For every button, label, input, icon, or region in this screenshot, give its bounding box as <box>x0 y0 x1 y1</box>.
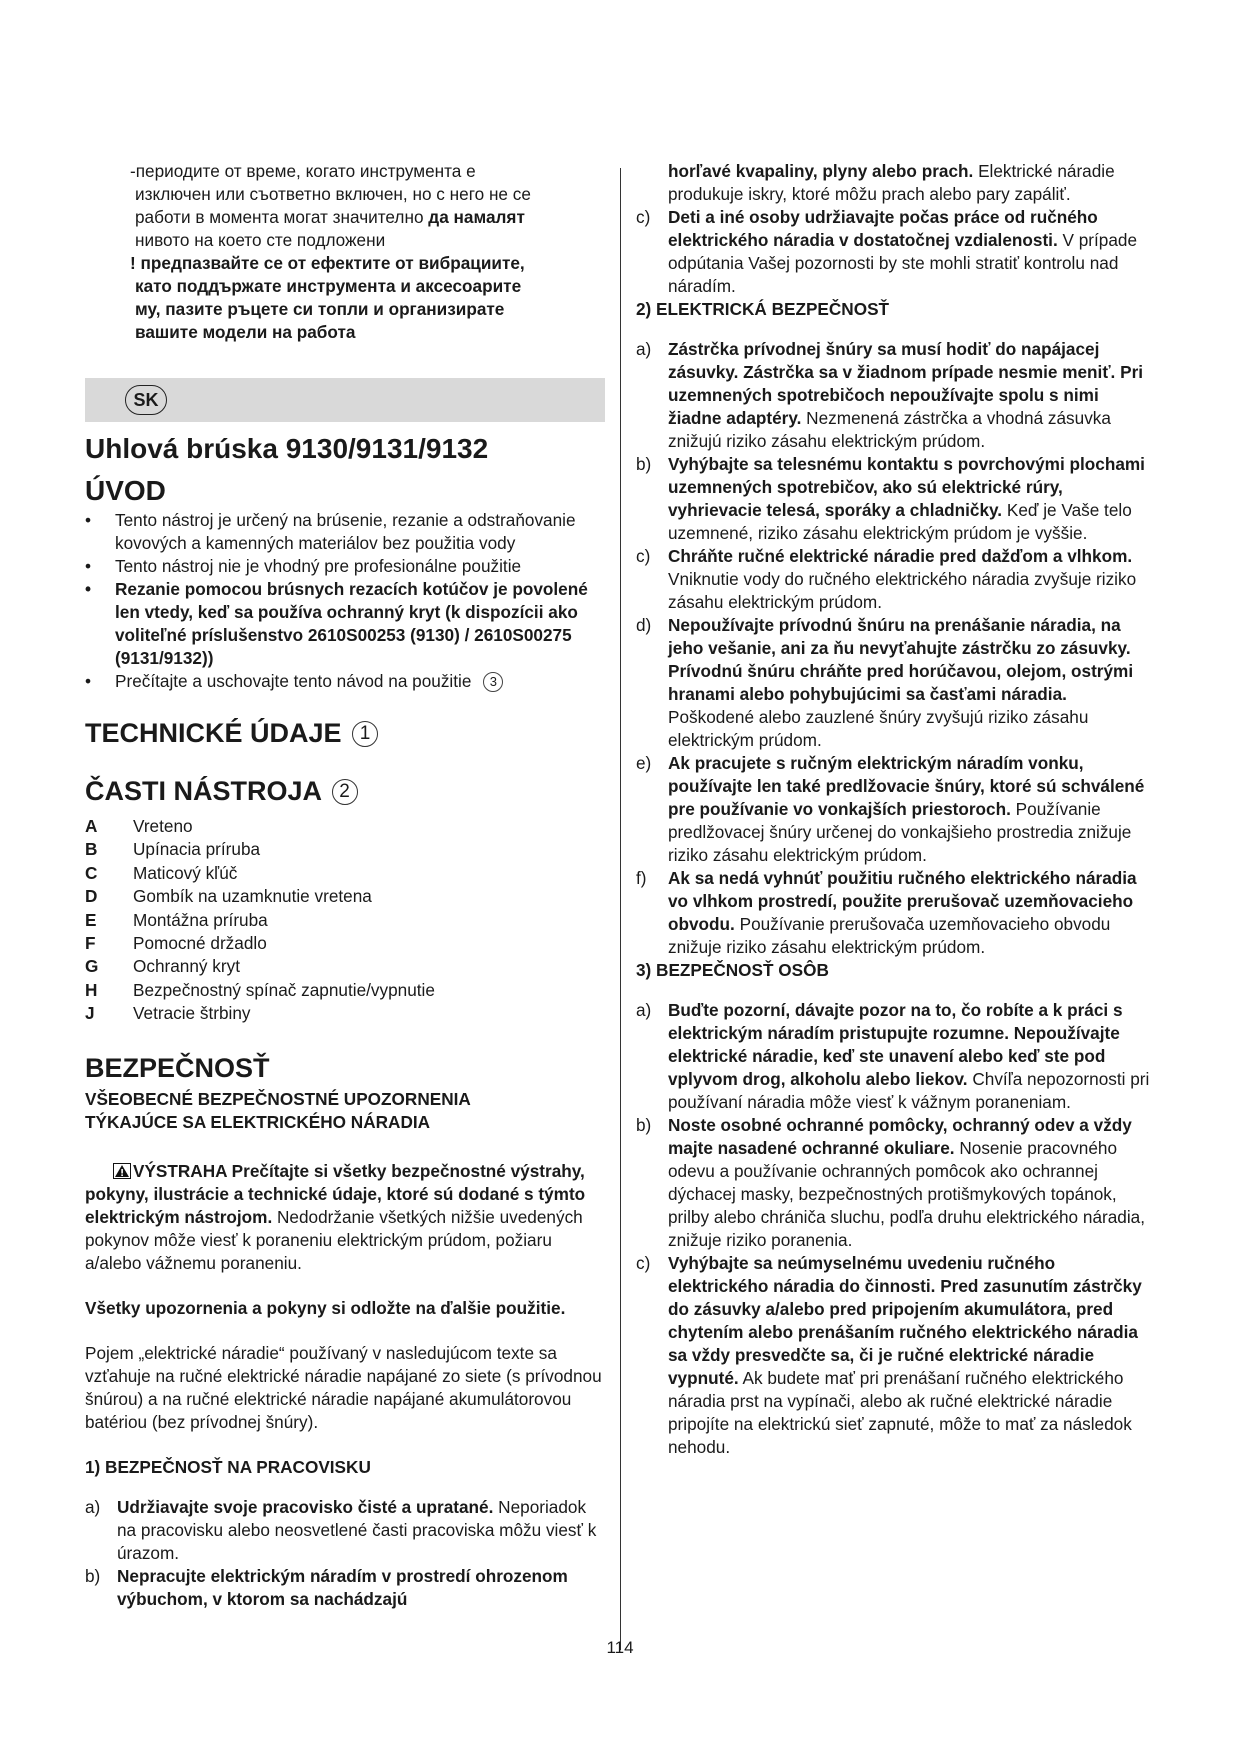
bullet-icon: • <box>85 556 92 576</box>
part-item <box>85 979 605 1002</box>
parts-list <box>85 815 605 1026</box>
item-marker: a) <box>85 1496 101 1517</box>
list-item: f) Ak sa nedá vyhnúť použitiu ručného elektrického náradia vo vlhkom prostredí, použite prerušovač uzemňovacieho obvodu. Používanie prerušovača uzemňovacieho obvodu znižuje riziko zásahu elektrickým prúdom. <box>636 868 1137 958</box>
item-marker: c) <box>636 546 651 567</box>
column-divider <box>620 168 621 1650</box>
figure-ref: 1 <box>352 721 378 747</box>
part-label: Bezpečnostný spínač zapnutie/vypnutie <box>133 979 435 1000</box>
part-key: C <box>85 862 98 883</box>
safety-subheading: VŠEOBECNÉ BEZPEČNOSTNÉ UPOZORNENIA TÝKAJÚCE SA ELEKTRICKÉHO NÁRADIA <box>85 1088 471 1132</box>
item-marker: a) <box>636 1000 652 1021</box>
part-label: Maticový kľúč <box>133 862 238 883</box>
intro-heading: ÚVOD <box>85 475 166 506</box>
bullet-icon: • <box>85 579 92 599</box>
item-marker: c) <box>636 207 651 227</box>
part-item <box>85 885 605 908</box>
section-1-heading: 1) BEZPEČNOSŤ NA PRACOVISKU <box>85 1456 371 1477</box>
part-item <box>85 838 605 861</box>
list-item: e) Ak pracujete s ručným elektrickým náradím vonku, používajte len také predlžovacie šnúry, ktoré sú schválené pre používanie vo vonkajších priestoroch. Používanie predlžovacej šnúry určenej do vonkajšieho prostredia znižuje riziko zásahu elektrickým prúdom. <box>636 753 1145 866</box>
bg-bold-line: му, пазите ръцете си топли и организирате <box>135 299 505 319</box>
list-item: • Tento nástroj nie je vhodný pre profesionálne použitie <box>85 556 522 576</box>
part-label: Gombík na uzamknutie vretena <box>133 886 372 907</box>
section-3-list <box>636 999 1156 1459</box>
list-item: a) Zástrčka prívodnej šnúry sa musí hodiť do napájacej zásuvky. Zástrčka sa v žiadnom prípade nesmie meniť. Pri uzemnených spotrebičoch nepoužívajte spolu s nimi žiadne adaptéry. Nezmenená zástrčka a vhodná zásuvka znižujú riziko zásahu elektrickým prúdom. <box>636 339 1144 452</box>
language-badge: SK <box>125 385 167 415</box>
figure-ref: 3 <box>483 672 503 692</box>
bg-line: работи в момента могат значително да намалят <box>135 207 525 227</box>
section-2-heading: 2) ELEKTRICKÁ BEZPEČNOSŤ <box>636 299 890 319</box>
definition-paragraph: Pojem „elektrické náradie“ používaný v nasledujúcom texte sa vzťahuje na ručné elektrické náradie napájané zo siete (s prívodnou šnúrou) a na ručné elektrické náradie napájané akumulátorovou batériou (bez prívodnej šnúry). <box>85 1342 602 1432</box>
bg-bold-line: вашите модели на работа <box>135 322 356 342</box>
intro-list <box>85 509 605 693</box>
list-item: c) Chráňte ručné elektrické náradie pred dažďom a vlhkom. Vniknutie vody do ručného elektrického náradia zvyšuje riziko zásahu elektrickým prúdom. <box>636 546 1137 613</box>
list-item: a) Buďte pozorní, dávajte pozor na to, čo robíte a k práci s elektrickým náradím pristupujte rozumne. Nepoužívajte elektrické náradie, keď ste unavení alebo keď ste pod vplyvom drog, alkoholu alebo liekov. Chvíľa nepozornosti pri používaní náradia môže viesť k vážnym poraneniam. <box>636 1000 1150 1113</box>
tech-heading: TECHNICKÉ ÚDAJE 1 <box>85 715 605 751</box>
warning-paragraph: VÝSTRAHA Prečítajte si všetky bezpečnostné výstrahy, pokyny, ilustrácie a technické údaje, ktoré sú dodané s týmto elektrickým nástrojom. Nedodržanie všetkých nižšie uvedených pokynov môže viesť k poraneniu elektrickým prúdom, požiaru a/alebo vážnemu poraneniu. <box>85 1160 586 1273</box>
item-marker: f) <box>636 868 647 889</box>
left-column <box>85 160 605 1611</box>
list-item: • Prečítajte a uschovajte tento návod na použitie 3 <box>85 670 605 693</box>
part-key: D <box>85 886 98 907</box>
part-item <box>85 862 605 885</box>
list-item: a) Udržiavajte svoje pracovisko čisté a upratané. Neporiadok na pracovisku alebo neosvetlené časti pracoviska môžu viesť k úrazom. <box>85 1496 597 1563</box>
part-key: E <box>85 909 97 930</box>
list-item: d) Nepoužívajte prívodnú šnúru na prenášanie náradia, na jeho vešanie, ani za ňu nevyťahujte zástrčku zo zásuvky. Prívodnú šnúru chráňte pred horúčavou, olejom, ostrými hranami alebo pohybujúcimi sa časťami náradia. Poškodené alebo zauzlené šnúry zvyšujú riziko zásahu elektrickým prúdom. <box>636 615 1134 751</box>
part-item <box>85 955 605 978</box>
list-item: b) Noste osobné ochranné pomôcky, ochranný odev a vždy majte nasadené ochranné okuliare. Nosenie pracovného odevu a používanie ochranných pomôcok ako ochrannej dýchacej masky, bezpečnostných protišmykových topánok, prilby alebo chrániča sluchu, podľa druhu elektrického náradia, znižuje riziko poranenia. <box>636 1115 1146 1251</box>
bullet-icon: • <box>85 510 92 530</box>
bg-line: нивото на което сте подложени <box>135 230 386 250</box>
part-key: G <box>85 956 99 977</box>
page-number: 114 <box>606 1638 634 1657</box>
item-marker: b) <box>636 1115 652 1136</box>
keep-instructions: Všetky upozornenia a pokyny si odložte na ďalšie použitie. <box>85 1297 566 1318</box>
bullet-icon: • <box>85 671 92 691</box>
page-title: Uhlová brúska 9130/9131/9132 <box>85 433 489 464</box>
section-2-list <box>636 338 1156 959</box>
bg-bold-line: ! предпазвайте се от ефектите от вибрациите, <box>130 253 525 273</box>
bulgarian-section <box>85 160 605 344</box>
list-item: c) Vyhýbajte sa neúmyselnému uvedeniu ručného elektrického náradia do činnosti. Pred zasunutím zástrčky do zásuvky a/alebo pred pripojením akumulátora, pred chytením alebo prenášaním ručného elektrického náradia sa vždy presvedčte sa, či je ručné elektrické náradie vypnuté. Ak budete mať pri prenášaní ručného elektrického náradia prst na vypínači, alebo ak ručné elektrické náradie pripojíte na elektrickú sieť zapnuté, môže to mať za následok nehodu. <box>636 1253 1142 1458</box>
safety-heading: BEZPEČNOSŤ <box>85 1052 270 1083</box>
part-label: Upínacia príruba <box>133 839 261 860</box>
part-item <box>85 909 605 932</box>
language-bar <box>85 378 605 422</box>
part-item <box>85 1002 605 1025</box>
part-key: A <box>85 816 98 836</box>
bg-bold-line: като поддържате инструмента и аксесоарите <box>135 276 522 296</box>
item-marker: b) <box>636 454 652 475</box>
part-item <box>85 815 605 838</box>
item-marker: c) <box>636 1253 651 1274</box>
item-marker: d) <box>636 615 652 636</box>
list-item: • Rezanie pomocou brúsnych rezacích kotúčov je povolené len vtedy, keď sa používa ochranný kryt (k dispozícii ako voliteľné príslušenstvo 2610S00253 (9130) / 2610S00275 (9131/9132)) <box>85 579 588 668</box>
part-label: Montážna príruba <box>133 909 268 930</box>
part-item <box>85 932 605 955</box>
list-item: • Tento nástroj je určený na brúsenie, rezanie a odstraňovanie kovových a kamenných materiálov bez použitia vody <box>85 510 576 553</box>
part-key: H <box>85 979 98 1000</box>
part-label: Ochranný kryt <box>133 956 240 977</box>
warning-icon <box>113 1163 131 1179</box>
figure-ref: 2 <box>332 779 358 805</box>
list-item: b) Vyhýbajte sa telesnému kontaktu s povrchovými plochami uzemnených spotrebičov, ako sú elektrické rúry, vyhrievacie telesá, sporáky a chladničky. Keď je Vaše telo uzemnené, riziko zásahu elektrickým prúdom je vyššie. <box>636 454 1145 544</box>
part-key: J <box>85 1003 95 1024</box>
part-key: B <box>85 839 98 860</box>
part-key: F <box>85 933 96 954</box>
list-item: b) Nepracujte elektrickým náradím v prostredí ohrozenom výbuchom, v ktorom sa nachádzajú <box>85 1565 568 1609</box>
item-marker: b) <box>85 1565 101 1586</box>
item-marker: e) <box>636 753 652 774</box>
parts-heading: ČASTI NÁSTROJA 2 <box>85 773 605 809</box>
part-label: Vreteno <box>133 816 193 836</box>
part-label: Vetracie štrbiny <box>133 1003 251 1024</box>
bg-line: изключен или съответно включен, но с него не се <box>135 184 531 204</box>
list-item-continued: horľavé kvapaliny, plyny alebo prach. Elektrické náradie produkuje iskry, ktoré môžu prach alebo pary zapáliť. <box>668 161 1115 204</box>
right-column <box>636 160 1156 1459</box>
bg-line: -периодите от време, когато инструмента е <box>130 161 476 181</box>
section-3-heading: 3) BEZPEČNOSŤ OSÔB <box>636 960 829 981</box>
list-item: c) Deti a iné osoby udržiavajte počas práce od ručného elektrického náradia v dostatočnej vzdialenosti. V prípade odpútania Vašej pozornosti by ste mohli stratiť kontrolu nad náradím. <box>636 207 1138 296</box>
part-label: Pomocné držadlo <box>133 933 267 954</box>
item-marker: a) <box>636 339 652 360</box>
